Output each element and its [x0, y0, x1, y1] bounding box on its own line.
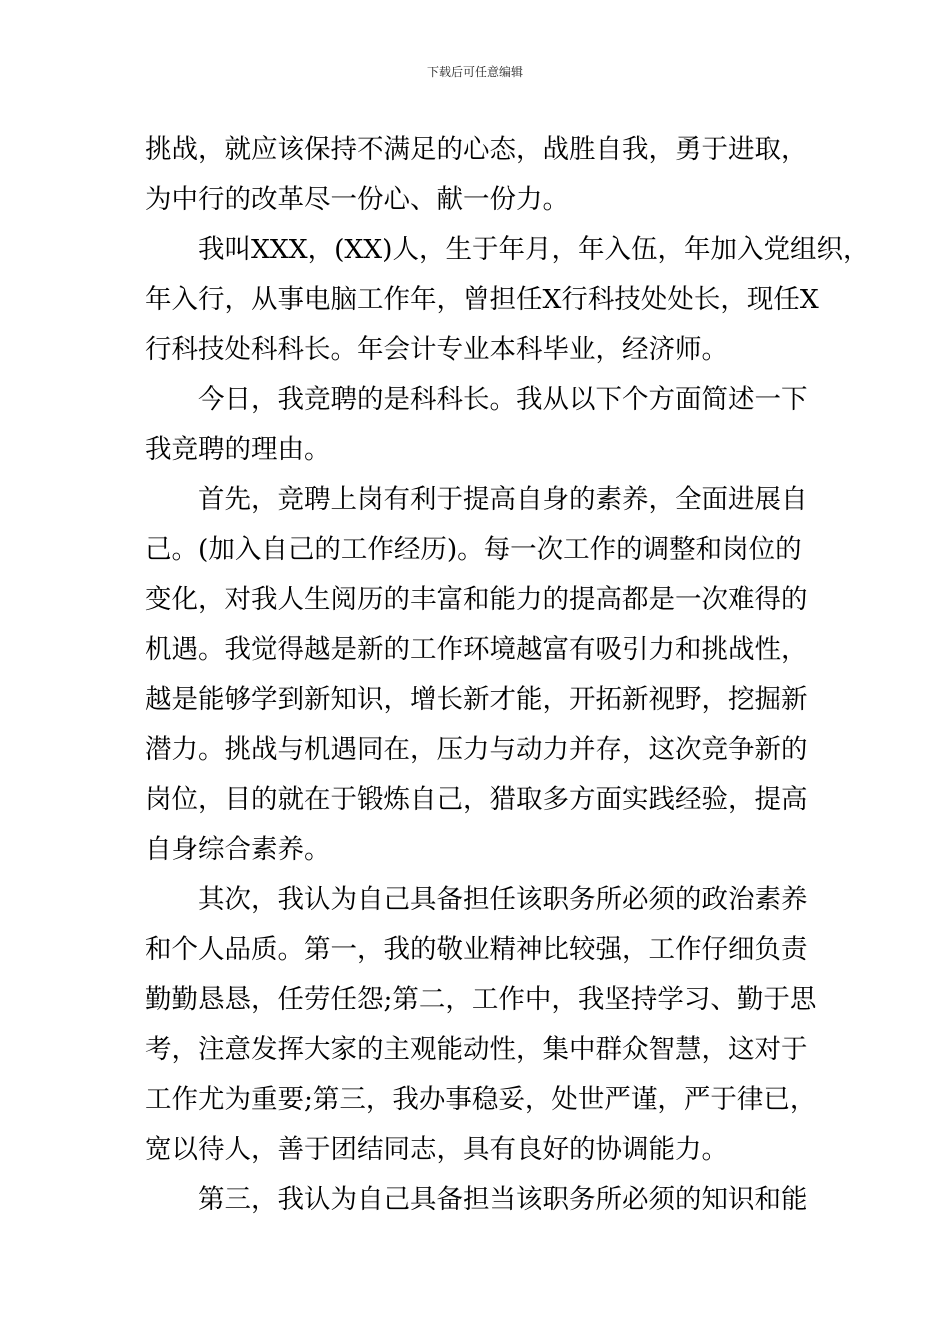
- text-line: 考，注意发挥大家的主观能动性，集中群众智慧，这对于: [145, 1034, 808, 1065]
- text-line: 第三，我认为自己具备担当该职务所必须的知识和能: [198, 1184, 808, 1215]
- text-line: 机遇。我觉得越是新的工作环境越富有吸引力和挑战性，: [145, 634, 808, 665]
- text-line: 岗位，目的就在于锻炼自己，猎取多方面实践经验，提高: [145, 784, 808, 815]
- text-line: 我叫XXX，(XX)人，生于年月，年入伍，年加入党组织，: [198, 234, 870, 265]
- text-line: 为中行的改革尽一份心、献一份力。: [145, 184, 569, 215]
- text-line: 年入行，从事电脑工作年，曾担任X行科技处处长，现任X: [145, 284, 819, 315]
- text-line: 今日，我竞聘的是科科长。我从以下个方面简述一下: [198, 384, 808, 415]
- text-line: 己。(加入自己的工作经历)。每一次工作的调整和岗位的: [145, 534, 802, 565]
- text-line: 其次，我认为自己具备担任该职务所必须的政治素养: [198, 884, 808, 915]
- paragraph-3: [145, 375, 835, 475]
- text-line: 变化，对我人生阅历的丰富和能力的提高都是一次难得的: [145, 584, 808, 615]
- text-line: 首先，竞聘上岗有利于提高自身的素养，全面进展自: [198, 484, 808, 515]
- text-line: 工作尤为重要;第三，我办事稳妥，处世严谨，严于律已，: [145, 1084, 817, 1115]
- text-line: 和个人品质。第一，我的敬业精神比较强，工作仔细负责: [145, 934, 808, 965]
- paragraph-1: [145, 125, 835, 225]
- text-line: 宽以待人，善于团结同志，具有良好的协调能力。: [145, 1134, 728, 1165]
- document-body: [145, 125, 870, 1225]
- text-line: 我竞聘的理由。: [145, 434, 331, 465]
- text-line: 越是能够学到新知识，增长新才能，开拓新视野，挖掘新: [145, 684, 808, 715]
- text-line: 挑战，就应该保持不满足的心态，战胜自我，勇于进取，: [145, 134, 808, 165]
- paragraph-4: [145, 475, 835, 875]
- text-line: 行科技处科科长。年会计专业本科毕业，经济师。: [145, 334, 728, 365]
- paragraph-5: [145, 875, 835, 1175]
- paragraph-6: [145, 1175, 835, 1225]
- page-header: 下载后可任意编辑: [426, 65, 523, 79]
- text-line: 潜力。挑战与机遇同在，压力与动力并存，这次竞争新的: [145, 734, 808, 765]
- text-line: 自身综合素养。: [145, 834, 331, 865]
- paragraph-2: [145, 225, 870, 375]
- text-line: 勤勤恳恳，任劳任怨;第二，工作中，我坚持学习、勤于思: [145, 984, 817, 1015]
